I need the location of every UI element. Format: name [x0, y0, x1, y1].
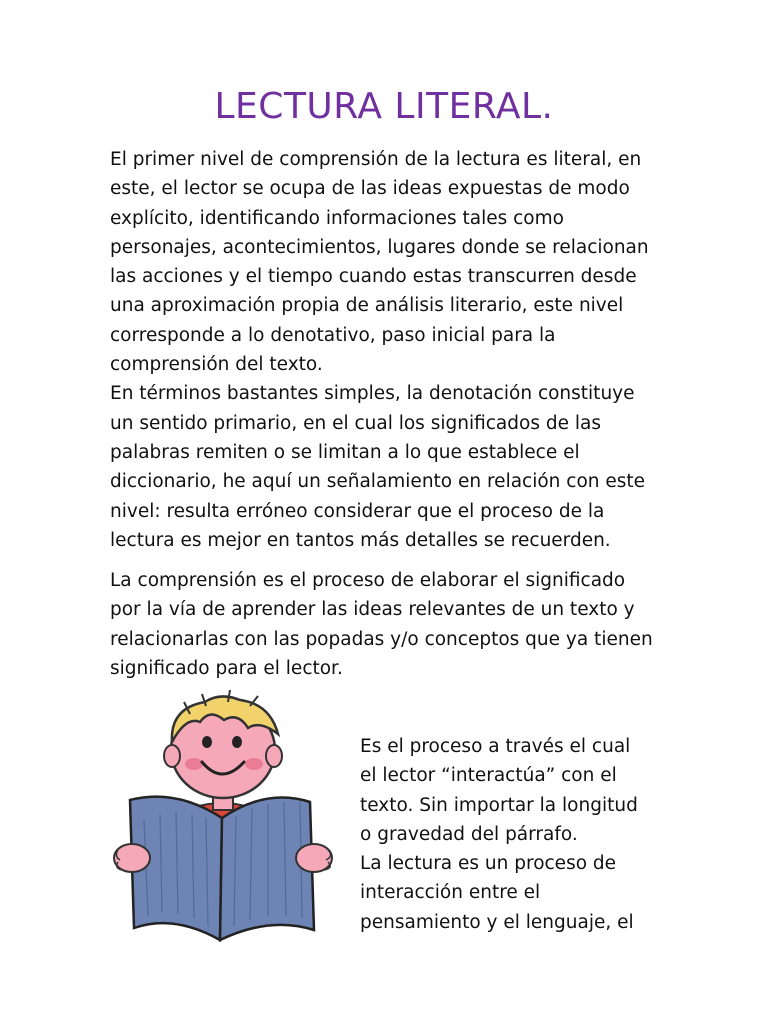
text-line: diccionario, he aquí un señalamiento en relación con este [110, 471, 646, 493]
text-line: significado para el lector. [110, 657, 343, 679]
text-line: palabras remiten o se limitan a lo que establece el [110, 441, 580, 463]
text-line: interacción entre el [360, 882, 541, 904]
text-line: por la vía de aprender las ideas relevantes de un texto y [110, 599, 635, 621]
text-line: nivel: resulta erróneo considerar que el proceso de la [110, 500, 605, 522]
side-paragraph [360, 732, 680, 937]
text-line: El primer nivel de comprensión de la lectura es literal, en [110, 149, 642, 170]
text-line: La lectura es un proceso de [360, 853, 617, 875]
page-title: LECTURA LITERAL. [214, 86, 554, 127]
text-line: este, el lector se ocupa de las ideas expuestas de modo [110, 178, 630, 200]
text-line: lectura es mejor en tantos más detalles se recuerden. [110, 529, 611, 551]
text-line: relacionarlas con las popadas y/o conceptos que ya tienen [110, 628, 653, 650]
text-line: comprensión del texto. [110, 354, 323, 376]
text-line: el lector “interactúa” con el [360, 765, 617, 787]
text-line: o gravedad del párrafo. [360, 823, 578, 845]
text-line: En términos bastantes simples, la denotación constituye [110, 383, 635, 405]
text-line: un sentido primario, en el cual los significados de las [110, 412, 601, 434]
text-line: La comprensión es el proceso de elaborar el significado [110, 570, 626, 591]
text-line: corresponde a lo denotativo, paso inicial para la [110, 324, 556, 346]
paragraph-comprehension [110, 566, 670, 683]
text-line: texto. Sin importar la longitud [360, 794, 638, 816]
text-line: explícito, identificando informaciones tales como [110, 207, 564, 229]
text-line: pensamiento y el lenguaje, el [360, 911, 634, 933]
text-line: Es el proceso a través el cual [360, 736, 631, 757]
text-line: personajes, acontecimientos, lugares donde se relacionan [110, 236, 649, 258]
text-line: las acciones y el tiempo cuando estas transcurren desde [110, 266, 637, 288]
text-line: una aproximación propia de análisis literario, este nivel [110, 295, 624, 317]
child-reading-book-illustration [110, 690, 340, 950]
paragraph-literal-level [110, 145, 670, 555]
